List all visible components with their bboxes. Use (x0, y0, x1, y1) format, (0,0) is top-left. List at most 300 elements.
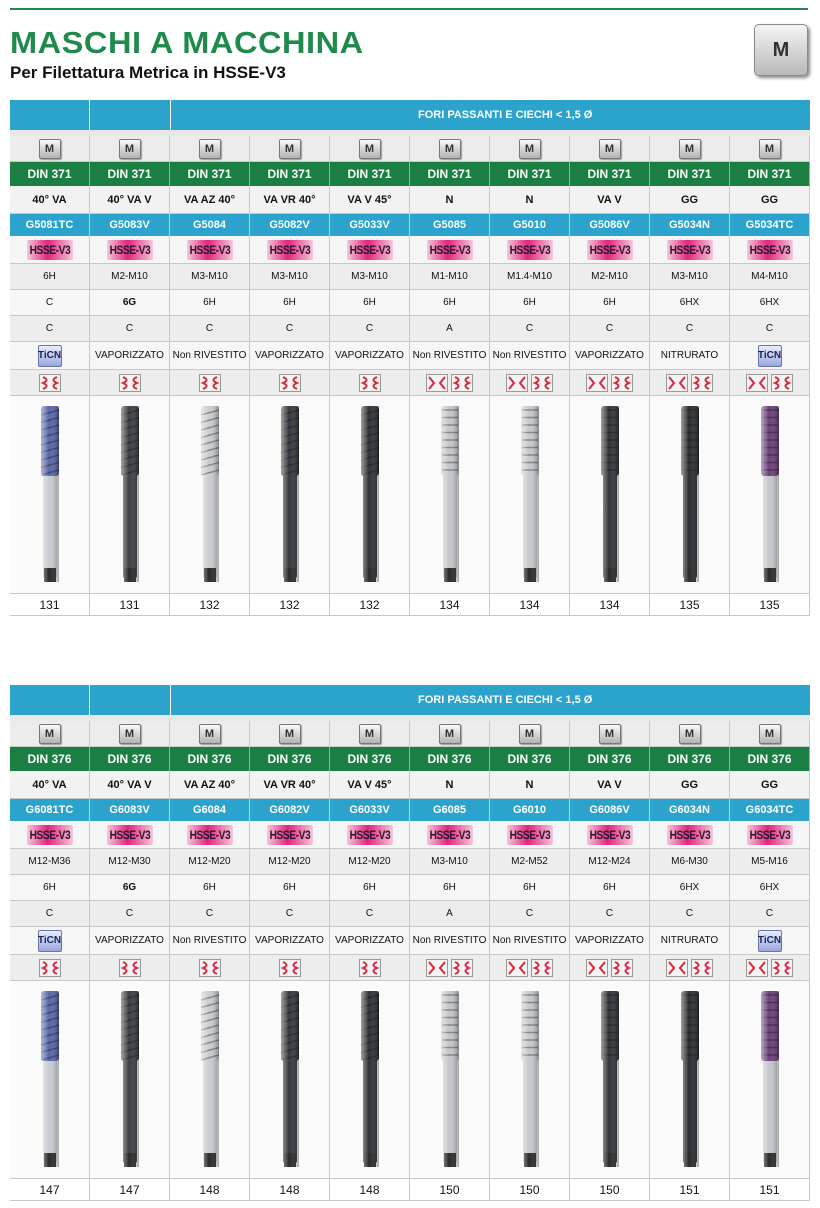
m-marker-icon: M (599, 724, 621, 744)
material-badge-cell (650, 236, 730, 264)
coating-label: VAPORIZZATO (335, 935, 404, 946)
m-marker-cell (170, 136, 250, 162)
tool-image-cell (730, 981, 810, 1179)
tap-tool-icon (490, 396, 569, 593)
tool-image-cell (90, 981, 170, 1179)
coating-row (10, 927, 810, 955)
tap-tool-icon (250, 396, 329, 593)
material-badge-row (10, 821, 810, 849)
chamfer-form-cell (490, 316, 570, 342)
tolerance-class-cell (490, 290, 570, 316)
tap-tool-icon (570, 981, 649, 1178)
tool-image-cell (570, 981, 650, 1179)
catalog-table-din371 (10, 100, 810, 616)
banner-blank (90, 685, 170, 715)
din-standard-cell (10, 747, 90, 771)
catalog-page-value: 147 (39, 1182, 60, 1197)
catalog-page-cell (250, 594, 330, 616)
chamfer-form-cell (10, 316, 90, 342)
tolerance-class-value: 6HX (679, 297, 700, 308)
chamfer-form-cell (10, 901, 90, 927)
hsse-v3-badge: HSSE-V3 (587, 825, 633, 845)
flute-type-cell (570, 186, 650, 214)
chamfer-form-value: C (205, 908, 214, 919)
thread-range-value: M5-M16 (751, 856, 788, 867)
tolerance-class-value: 6H (363, 297, 376, 308)
flute-type-value: VA VR 40° (263, 778, 316, 791)
tap-tool-icon (410, 981, 489, 1178)
din-standard-cell (490, 747, 570, 771)
thread-range-value: M12-M20 (188, 856, 231, 867)
tool-image-cell (650, 981, 730, 1179)
catalog-page-value: 150 (439, 1182, 460, 1197)
chamfer-form-value: C (765, 323, 774, 334)
tool-image-cell (170, 981, 250, 1179)
catalog-page-value: 148 (359, 1182, 380, 1197)
catalog-page-value: 147 (119, 1182, 140, 1197)
din-standard-cell (730, 747, 810, 771)
tap-tool-icon (170, 981, 249, 1178)
chamfer-form-value: C (685, 323, 694, 334)
m-marker-row (10, 721, 810, 747)
hole-type-icon-cell (90, 955, 170, 981)
chamfer-form-cell (650, 316, 730, 342)
flute-type-cell (170, 771, 250, 799)
coating-cell (570, 342, 650, 370)
catalog-page-cell (570, 594, 650, 616)
tool-image-cell (330, 981, 410, 1179)
m-marker-cell (570, 721, 650, 747)
section-badge: M (754, 24, 808, 76)
product-code-cell (410, 799, 490, 821)
product-code-value: G6084 (192, 804, 227, 816)
product-code-value: G5034N (669, 219, 710, 231)
product-code-value: G6085 (432, 804, 467, 816)
thread-range-value: M12-M30 (108, 856, 151, 867)
m-marker-icon: M (39, 139, 61, 159)
hole-type-icon-row (10, 955, 810, 981)
flute-type-value: GG (680, 193, 699, 206)
din-standard-value: DIN 376 (107, 752, 152, 766)
tool-image-cell (10, 396, 90, 594)
product-code-row (10, 214, 810, 236)
product-code-cell (330, 214, 410, 236)
tap-tool-icon (570, 396, 649, 593)
chamfer-form-value: C (45, 908, 54, 919)
material-badge-cell (250, 236, 330, 264)
catalog-page-value: 131 (119, 597, 140, 612)
catalog-table-din376 (10, 685, 810, 1201)
chamfer-form-value: C (765, 908, 774, 919)
flute-type-cell (90, 771, 170, 799)
coating-row (10, 342, 810, 370)
hsse-v3-badge: HSSE-V3 (427, 240, 473, 260)
din-standard-cell (650, 747, 730, 771)
din-standard-value: DIN 376 (347, 752, 392, 766)
tolerance-class-cell (650, 875, 730, 901)
thread-profile-icon (279, 959, 301, 977)
coating-cell (650, 342, 730, 370)
tap-tool-icon (730, 396, 809, 593)
din-standard-cell (410, 162, 490, 186)
thread-profile-icon (39, 959, 61, 977)
hole-type-icon-cell (250, 955, 330, 981)
catalog-page-value: 148 (199, 1182, 220, 1197)
flute-type-value: VA V 45° (347, 193, 392, 206)
flute-type-value: VA V (597, 193, 622, 206)
tap-tool-icon (490, 981, 569, 1178)
din-standard-value: DIN 376 (587, 752, 632, 766)
chamfer-form-cell (730, 316, 810, 342)
flute-type-value: N (445, 193, 454, 206)
coating-label: VAPORIZZATO (255, 350, 324, 361)
flute-type-value: VA VR 40° (263, 193, 316, 206)
m-marker-icon: M (119, 139, 141, 159)
hsse-v3-badge: HSSE-V3 (107, 825, 153, 845)
thread-range-cell (10, 849, 90, 875)
hsse-v3-badge: HSSE-V3 (187, 240, 233, 260)
chamfer-form-value: C (125, 323, 134, 334)
tolerance-class-cell (250, 875, 330, 901)
m-marker-cell (490, 721, 570, 747)
product-code-value: G6086V (589, 804, 630, 816)
coating-label: NITRURATO (660, 350, 719, 361)
flute-type-value: 40° VA (32, 193, 67, 206)
banner-blank (170, 100, 410, 130)
ticn-coating-icon: TiCN (758, 345, 782, 367)
hole-type-icon-cell (10, 370, 90, 396)
m-marker-cell (170, 721, 250, 747)
product-code-cell (330, 799, 410, 821)
tool-image-cell (490, 396, 570, 594)
hole-type-icon-cell (410, 370, 490, 396)
thread-range-value: M12-M36 (28, 856, 71, 867)
chamfer-form-value: C (285, 908, 294, 919)
product-code-row (10, 799, 810, 821)
hole-type-icon-cell (490, 370, 570, 396)
chamfer-form-cell (490, 901, 570, 927)
catalog-page-cell (10, 594, 90, 616)
m-marker-icon: M (759, 139, 781, 159)
chamfer-form-row (10, 901, 810, 927)
chamfer-form-cell (250, 901, 330, 927)
hole-type-icon-cell (10, 955, 90, 981)
hsse-v3-badge: HSSE-V3 (667, 240, 713, 260)
tolerance-class-value: 6H (283, 882, 296, 893)
catalog-page-value: 151 (679, 1182, 700, 1197)
m-marker-cell (410, 721, 490, 747)
din-standard-value: DIN 376 (507, 752, 552, 766)
hsse-v3-badge: HSSE-V3 (507, 240, 553, 260)
chamfer-form-cell (330, 901, 410, 927)
catalog-page-value: 151 (759, 1182, 780, 1197)
hole-type-icon-cell (650, 370, 730, 396)
material-badge-cell (90, 236, 170, 264)
product-code-value: G5085 (432, 219, 467, 231)
tool-image-cell (490, 981, 570, 1179)
product-code-value: G6082V (269, 804, 310, 816)
product-code-value: G6083V (109, 804, 150, 816)
hsse-v3-badge: HSSE-V3 (667, 825, 713, 845)
thread-range-cell (250, 849, 330, 875)
m-marker-cell (490, 136, 570, 162)
m-marker-icon: M (119, 724, 141, 744)
product-code-value: G5033V (349, 219, 390, 231)
m-marker-cell (410, 136, 490, 162)
product-code-value: G5081TC (25, 219, 74, 231)
flute-type-cell (410, 771, 490, 799)
tolerance-class-cell (330, 290, 410, 316)
m-marker-icon: M (439, 139, 461, 159)
m-marker-icon: M (279, 724, 301, 744)
product-code-cell (10, 214, 90, 236)
tap-tool-icon (10, 396, 89, 593)
tolerance-class-value: 6HX (759, 297, 780, 308)
material-badge-cell (90, 821, 170, 849)
hole-type-icon-cell (570, 370, 650, 396)
chamfer-form-value: C (525, 323, 534, 334)
coating-label: Non RIVESTITO (492, 935, 567, 946)
product-code-cell (570, 214, 650, 236)
product-code-value: G5086V (589, 219, 630, 231)
thread-range-row (10, 849, 810, 875)
tolerance-class-value: 6H (603, 297, 616, 308)
thread-profile-icon (359, 959, 381, 977)
chamfer-form-value: C (525, 908, 534, 919)
product-code-cell (570, 799, 650, 821)
m-marker-icon: M (679, 139, 701, 159)
thread-profile-icon (426, 959, 473, 977)
thread-range-value: M3-M10 (671, 271, 708, 282)
din-standard-cell (730, 162, 810, 186)
flute-type-value: 40° VA (32, 778, 67, 791)
chamfer-form-value: C (605, 323, 614, 334)
product-code-value: G6034TC (745, 804, 794, 816)
hole-type-icon-cell (170, 370, 250, 396)
din-standard-cell (650, 162, 730, 186)
tap-tool-icon (330, 981, 409, 1178)
coating-label: Non RIVESTITO (412, 935, 487, 946)
material-badge-cell (330, 236, 410, 264)
catalog-page-cell (250, 1179, 330, 1201)
din-standard-value: DIN 371 (747, 167, 792, 181)
coating-cell (410, 342, 490, 370)
chamfer-form-cell (650, 901, 730, 927)
chamfer-form-cell (90, 316, 170, 342)
coating-cell (490, 927, 570, 955)
din-standard-value: DIN 376 (747, 752, 792, 766)
m-marker-cell (330, 136, 410, 162)
thread-range-value: M12-M24 (588, 856, 631, 867)
product-code-cell (490, 214, 570, 236)
catalog-page-cell (730, 594, 810, 616)
coating-cell (570, 927, 650, 955)
din-standard-cell (410, 747, 490, 771)
din-standard-row (10, 747, 810, 771)
flute-type-value: VA AZ 40° (183, 778, 236, 791)
thread-range-cell (170, 264, 250, 290)
thread-range-value: M2-M52 (511, 856, 548, 867)
product-code-value: G6034N (669, 804, 710, 816)
product-code-value: G6010 (512, 804, 547, 816)
thread-range-cell (330, 264, 410, 290)
thread-range-row (10, 264, 810, 290)
m-marker-cell (250, 721, 330, 747)
catalog-page-cell (650, 594, 730, 616)
hsse-v3-badge: HSSE-V3 (747, 825, 793, 845)
coating-label: VAPORIZZATO (575, 935, 644, 946)
coating-label: Non RIVESTITO (172, 350, 247, 361)
thread-profile-icon (39, 374, 61, 392)
product-code-cell (650, 799, 730, 821)
chamfer-form-value: A (446, 908, 453, 919)
chamfer-form-cell (730, 901, 810, 927)
thread-profile-icon (199, 374, 221, 392)
thread-range-value: M1-M10 (431, 271, 468, 282)
coating-label: Non RIVESTITO (492, 350, 567, 361)
chamfer-form-value: C (45, 323, 54, 334)
m-marker-cell (10, 136, 90, 162)
coating-label: NITRURATO (660, 935, 719, 946)
flute-type-cell (10, 186, 90, 214)
material-badge-cell (330, 821, 410, 849)
hsse-v3-badge: HSSE-V3 (267, 240, 313, 260)
thread-profile-icon (746, 374, 793, 392)
tolerance-class-value: 6G (122, 882, 137, 893)
tool-image-cell (570, 396, 650, 594)
flute-type-value: GG (680, 778, 699, 791)
product-code-cell (170, 214, 250, 236)
catalog-page-cell (170, 1179, 250, 1201)
product-code-value: G5082V (269, 219, 310, 231)
thread-range-cell (730, 264, 810, 290)
flute-type-cell (330, 186, 410, 214)
m-marker-icon: M (199, 139, 221, 159)
product-code-cell (490, 799, 570, 821)
banner-label: FORI PASSANTI E CIECHI < 1,5 Ø (410, 100, 810, 130)
thread-profile-icon (506, 959, 553, 977)
thread-range-cell (90, 849, 170, 875)
tolerance-class-value: 6G (122, 297, 137, 308)
catalog-page-value: 150 (519, 1182, 540, 1197)
hole-type-icon-cell (250, 370, 330, 396)
din-standard-cell (330, 162, 410, 186)
din-standard-value: DIN 376 (267, 752, 312, 766)
product-code-cell (250, 214, 330, 236)
flute-type-value: 40° VA V (107, 193, 152, 206)
coating-label: VAPORIZZATO (95, 935, 164, 946)
catalog-page-value: 134 (439, 597, 460, 612)
tool-image-row (10, 981, 810, 1179)
thread-range-cell (170, 849, 250, 875)
din-standard-value: DIN 371 (347, 167, 392, 181)
page-title: MASCHI A MACCHINA (10, 25, 364, 60)
hsse-v3-badge: HSSE-V3 (507, 825, 553, 845)
tolerance-class-cell (10, 875, 90, 901)
tolerance-class-cell (170, 290, 250, 316)
tolerance-class-cell (250, 290, 330, 316)
coating-label: Non RIVESTITO (172, 935, 247, 946)
hsse-v3-badge: HSSE-V3 (267, 825, 313, 845)
thread-range-cell (490, 264, 570, 290)
din-standard-cell (330, 747, 410, 771)
tolerance-class-value: 6H (283, 297, 296, 308)
thread-range-value: M6-M30 (671, 856, 708, 867)
catalog-page-cell (90, 1179, 170, 1201)
thread-range-cell (650, 264, 730, 290)
material-badge-cell (730, 236, 810, 264)
tool-image-row (10, 396, 810, 594)
catalog-page-value: 135 (679, 597, 700, 612)
product-code-cell (650, 214, 730, 236)
catalog-page-cell (90, 594, 170, 616)
tolerance-class-value: 6H (523, 297, 536, 308)
catalog-page-value: 148 (279, 1182, 300, 1197)
flute-type-value: VA V 45° (347, 778, 392, 791)
tool-image-cell (730, 396, 810, 594)
tolerance-class-cell (10, 290, 90, 316)
flute-type-value: N (445, 778, 454, 791)
din-standard-cell (570, 747, 650, 771)
tolerance-class-cell (730, 875, 810, 901)
chamfer-form-row (10, 316, 810, 342)
tap-tool-icon (170, 396, 249, 593)
coating-cell (170, 342, 250, 370)
chamfer-form-cell (570, 316, 650, 342)
coating-cell (90, 927, 170, 955)
thread-range-cell (90, 264, 170, 290)
m-marker-cell (730, 721, 810, 747)
coating-cell (730, 342, 810, 370)
catalog-page-value: 132 (359, 597, 380, 612)
m-marker-icon: M (759, 724, 781, 744)
tolerance-class-cell (410, 875, 490, 901)
m-marker-cell (90, 136, 170, 162)
hsse-v3-badge: HSSE-V3 (107, 240, 153, 260)
din-standard-value: DIN 371 (107, 167, 152, 181)
tool-image-cell (650, 396, 730, 594)
chamfer-form-value: C (365, 908, 374, 919)
m-marker-icon: M (39, 724, 61, 744)
tolerance-class-cell (650, 290, 730, 316)
flute-type-cell (650, 771, 730, 799)
tolerance-class-cell (90, 875, 170, 901)
hsse-v3-badge: HSSE-V3 (747, 240, 793, 260)
flute-type-value: GG (760, 778, 779, 791)
thread-range-value: M3-M10 (191, 271, 228, 282)
thread-profile-icon (359, 374, 381, 392)
catalog-page-cell (490, 594, 570, 616)
product-code-value: G5034TC (745, 219, 794, 231)
hsse-v3-badge: HSSE-V3 (587, 240, 633, 260)
tolerance-class-cell (490, 875, 570, 901)
tap-tool-icon (650, 396, 729, 593)
material-badge-cell (250, 821, 330, 849)
tolerance-class-cell (330, 875, 410, 901)
din-standard-value: DIN 376 (187, 752, 232, 766)
coating-label: VAPORIZZATO (95, 350, 164, 361)
product-code-cell (730, 799, 810, 821)
tolerance-class-value: 6HX (759, 882, 780, 893)
thread-range-value: M3-M10 (271, 271, 308, 282)
tap-tool-icon (250, 981, 329, 1178)
hsse-v3-badge: HSSE-V3 (27, 240, 73, 260)
material-badge-cell (730, 821, 810, 849)
flute-type-row (10, 186, 810, 214)
material-badge-row (10, 236, 810, 264)
coating-cell (650, 927, 730, 955)
chamfer-form-cell (330, 316, 410, 342)
